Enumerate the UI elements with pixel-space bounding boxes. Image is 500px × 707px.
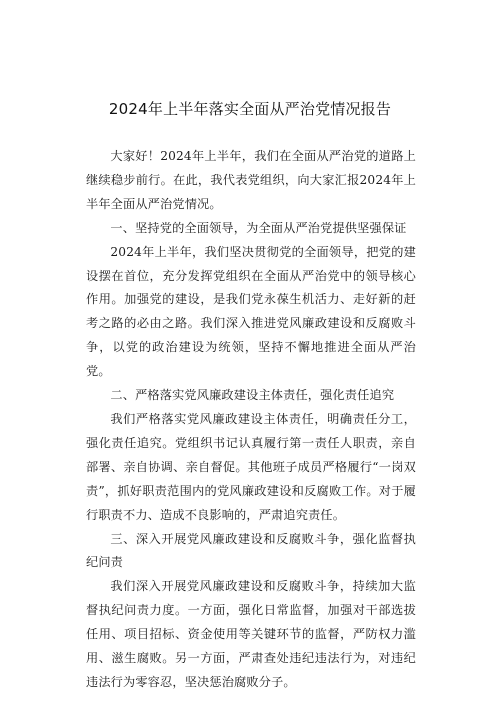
- section-heading-3: 三、深入开展党风廉政建设和反腐败斗争，强化监督执纪问责: [86, 531, 416, 570]
- intro-paragraph: 大家好！2024年上半年，我们在全面从严治党的道路上继续稳步前行。在此，我代表党组织，向大家汇报2024年上半年全面从严治党情况。: [86, 149, 416, 211]
- section-heading-2: 二、严格落实党风廉政建设主体责任，强化责任追究: [110, 388, 395, 403]
- document-title: 2024年上半年落实全面从严治党情况报告: [108, 100, 392, 118]
- document-body: [86, 145, 416, 695]
- section-paragraph-2: 我们严格落实党风廉政建设主体责任，明确责任分工，强化责任追究。党组织书记认真履行第一责任人职责，亲自部署、亲自协调、亲自督促。其他班子成员严格履行“一岗双责”，抓好职责范围内的党风廉政建设和反腐败工作。对于履行职责不力、造成不良影响的，严肃追究责任。: [86, 411, 416, 522]
- section-heading-1: 一、坚持党的全面领导，为全面从严治党提供坚强保证: [110, 220, 407, 235]
- section-paragraph-3: 我们深入开展党风廉政建设和反腐败斗争，持续加大监督执纪问责力度。一方面，强化日常监督，加强对干部选拔任用、项目招标、资金使用等关键环节的监督，严防权力滥用、滋生腐败。另一方面，严肃查处违纪违法行为，对违纪违法行为零容忍，坚决惩治腐败分子。: [86, 579, 416, 689]
- section-paragraph-1: 2024年上半年，我们坚决贯彻党的全面领导，把党的建设摆在首位，充分发挥党组织在全面从严治党中的领导核心作用。加强党的建设，是我们党永葆生机活力、走好新的赶考之路的必由之路。我们深入推进党风廉政建设和反腐败斗争，以党的政治建设为统领，坚持不懈地推进全面从严治党。: [86, 244, 416, 379]
